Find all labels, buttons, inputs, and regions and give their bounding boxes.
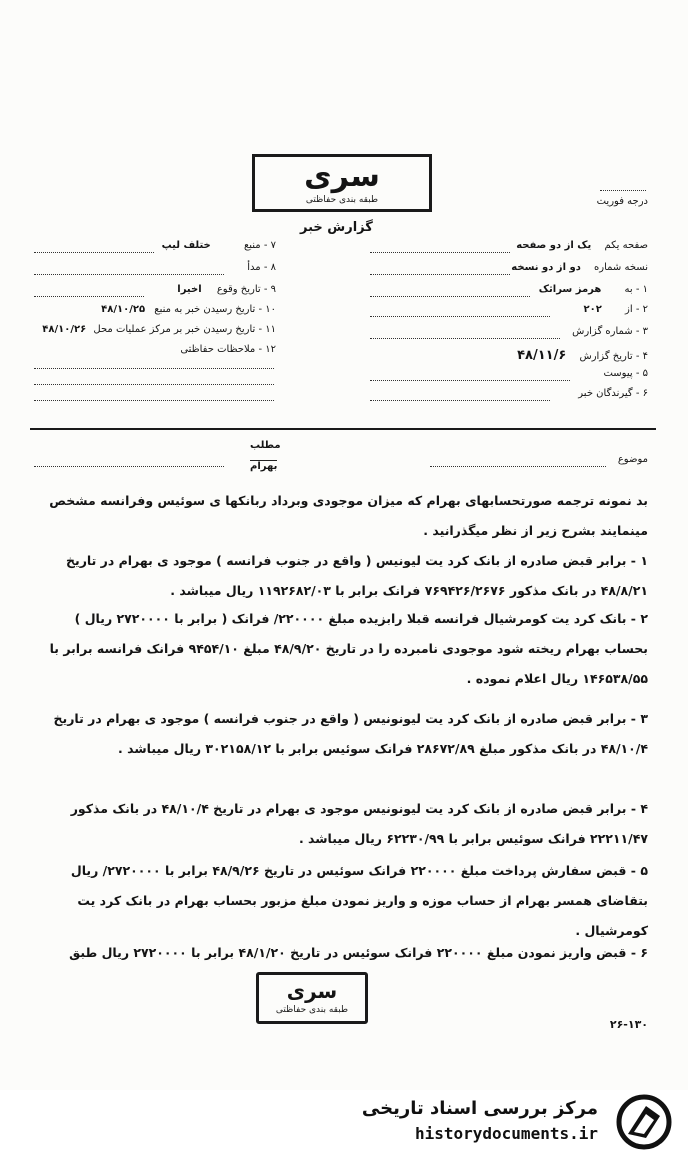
body-paragraph-5: ۵ - قبض سفارش پرداخت مبلغ ۲۲۰۰۰۰ فرانک سوئیس در تاریخ ۴۸/۹/۲۶ برابر با ۲۷۲۰۰۰۰/ ریال بتقاضای همسر بهرام از حساب موزه و واریز نمودن مبلغ مزبور بحساب بهرام در بانک کرد یت کومرشیال . bbox=[70, 863, 648, 938]
field-value: دو از دو نسخه bbox=[511, 262, 581, 273]
field-to bbox=[378, 284, 648, 295]
field-label: نسخه شماره bbox=[594, 262, 648, 273]
field-label: ۹ - تاریخ وقوع bbox=[216, 284, 276, 295]
dot-line bbox=[34, 466, 224, 467]
field-value: ۴۸/۱۰/۲۵ bbox=[101, 304, 146, 315]
field-label: ۱۲ - ملاحظات حفاظتی bbox=[180, 344, 276, 355]
form-title: گزارش خبر bbox=[300, 220, 373, 235]
field-report-number bbox=[378, 326, 648, 337]
field-label: ۱۰ - تاریخ رسیدن خبر به منبع bbox=[154, 304, 276, 315]
field-occurrence-date bbox=[30, 284, 276, 295]
field-label: صفحه یکم bbox=[604, 240, 648, 251]
dot-line bbox=[370, 252, 510, 253]
classification-stamp bbox=[252, 154, 432, 212]
field-value: هرمز سراثک bbox=[538, 284, 602, 295]
field-label: ۲ - از bbox=[625, 304, 648, 315]
field-source-date bbox=[30, 304, 276, 315]
dot-line bbox=[34, 384, 274, 385]
field-label: ۳ - شماره گزارش bbox=[572, 326, 648, 337]
dot-line bbox=[34, 400, 274, 401]
body-paragraph-intro: بد نمونه ترجمه صورتحسابهای بهرام که میزان موجودی وبرداد ربانکها ی سوئیس وفرانسه مشخص مینمایند بشرح زیر از نظر میگذرانید . bbox=[49, 493, 648, 538]
field-label: ۷ - منبع bbox=[243, 240, 276, 251]
page-code: ۲۶-۱۳۰ bbox=[609, 1018, 648, 1031]
body-paragraph-1: ۱ - برابر قبض صادره از بانک کرد یت لیونیس ( واقع در جنوب فرانسه ) موجود ی بهرام در تاریخ ۴۸/۸/۲۱ در بانک مذکور ۷۶۹۴۲۶/۲۶۷۶ فرانک برابر با ۱۱۹۲۶۸۲/۰۳ ریال میباشد . bbox=[66, 553, 648, 598]
body-paragraph-6: ۶ - قبض واریز نمودن مبلغ ۲۲۰۰۰۰ فرانک سوئیس در تاریخ ۴۸/۱/۲۰ برابر با ۲۷۲۰۰۰۰ ریال طبق bbox=[69, 945, 648, 960]
dot-line bbox=[370, 274, 510, 275]
subject-note-top: مطلب bbox=[250, 440, 281, 451]
dot-line bbox=[370, 380, 570, 381]
field-value: ختلف لیپ bbox=[161, 240, 211, 251]
field-report-date bbox=[378, 348, 648, 363]
dot-line bbox=[430, 466, 606, 467]
dot-line bbox=[34, 296, 144, 297]
field-label: ۶ - گیرندگان خبر bbox=[578, 388, 648, 399]
subject-note-bottom: بهرام bbox=[250, 461, 278, 472]
bottom-classification-subtitle: طبقه بندی حفاظتی bbox=[275, 1005, 349, 1015]
dot-line bbox=[370, 316, 550, 317]
section-divider bbox=[30, 428, 656, 430]
dot-line bbox=[34, 252, 154, 253]
field-value: ۲۰۲ bbox=[583, 304, 602, 315]
field-value: ۴۸/۱۱/۶ bbox=[517, 348, 567, 363]
dot-line bbox=[370, 296, 530, 297]
bottom-classification-stamp bbox=[256, 972, 368, 1024]
bottom-classification-word: سری bbox=[286, 979, 338, 1003]
dot-line bbox=[34, 368, 274, 369]
field-origin bbox=[30, 262, 276, 273]
body-paragraph-2: ۲ - بانک کرد یت کومرشیال فرانسه قبلا رابزیده مبلغ ۲۲۰۰۰۰/ فرانک ( برابر با ۲۷۲۰۰۰۰ ریال ) بحساب بهرام ریخته شود موجودی نامبرده را در تاریخ ۴۸/۹/۲۰ مبلغ ۹۴۵۴/۱۰ فرانک فرانسه برابر با ۱۴۶۵۳۸/۵۵ ریال اعلام نموده . bbox=[49, 611, 648, 686]
field-from bbox=[378, 304, 648, 315]
dot-line bbox=[370, 338, 560, 339]
field-source bbox=[30, 240, 276, 251]
field-security-notes bbox=[30, 344, 276, 355]
field-label: ۵ - پیوست bbox=[603, 368, 648, 379]
archive-url: historydocuments.ir bbox=[414, 1124, 598, 1143]
field-recipients bbox=[378, 388, 648, 399]
subject-label: موضوع bbox=[617, 454, 648, 465]
classification-word: سری bbox=[304, 159, 380, 194]
field-page bbox=[378, 240, 648, 251]
field-copy bbox=[378, 262, 648, 273]
field-label: ۱۱ - تاریخ رسیدن خبر بر مرکز عملیات محل bbox=[93, 324, 276, 335]
priority-dots bbox=[600, 190, 646, 191]
field-label: ۴ - تاریخ گزارش bbox=[579, 351, 648, 362]
field-label: ۸ - مدأ bbox=[247, 262, 276, 273]
dot-line bbox=[34, 274, 224, 275]
priority-label: درجه فوریت bbox=[596, 196, 648, 207]
field-value: اخیرا bbox=[177, 284, 202, 295]
dot-line bbox=[370, 400, 550, 401]
field-label: ۱ - به bbox=[624, 284, 648, 295]
field-value: یک از دو صفحه bbox=[516, 240, 592, 251]
archive-logo-icon bbox=[616, 1094, 672, 1150]
classification-subtitle: طبقه بندی حفاظتی bbox=[305, 195, 379, 205]
field-center-date bbox=[30, 324, 276, 335]
body-paragraph-3: ۳ - برابر قبض صادره از بانک کرد یت لیونونیس ( واقع در جنوب فرانسه ) موجود ی بهرام در تاریخ ۴۸/۱۰/۴ در بانک مذکور مبلغ ۲۸۶۷۲/۸۹ فرانک سوئیس برابر با ۳۰۲۱۵۸/۱۲ ریال میباشد . bbox=[53, 711, 648, 756]
archive-name: مرکز بررسی اسناد تاریخی bbox=[361, 1098, 598, 1119]
field-attachment bbox=[378, 368, 648, 379]
field-value: ۴۸/۱۰/۲۶ bbox=[42, 324, 87, 335]
body-paragraph-4: ۴ - برابر قبض صادره از بانک کرد یت لیونونیس موجود ی بهرام در تاریخ ۴۸/۱۰/۴ در بانک مذکور ۲۲۲۱۱/۴۷ فرانک سوئیس برابر با ۶۲۲۳۰/۹۹ ریال میباشد . bbox=[70, 801, 648, 846]
